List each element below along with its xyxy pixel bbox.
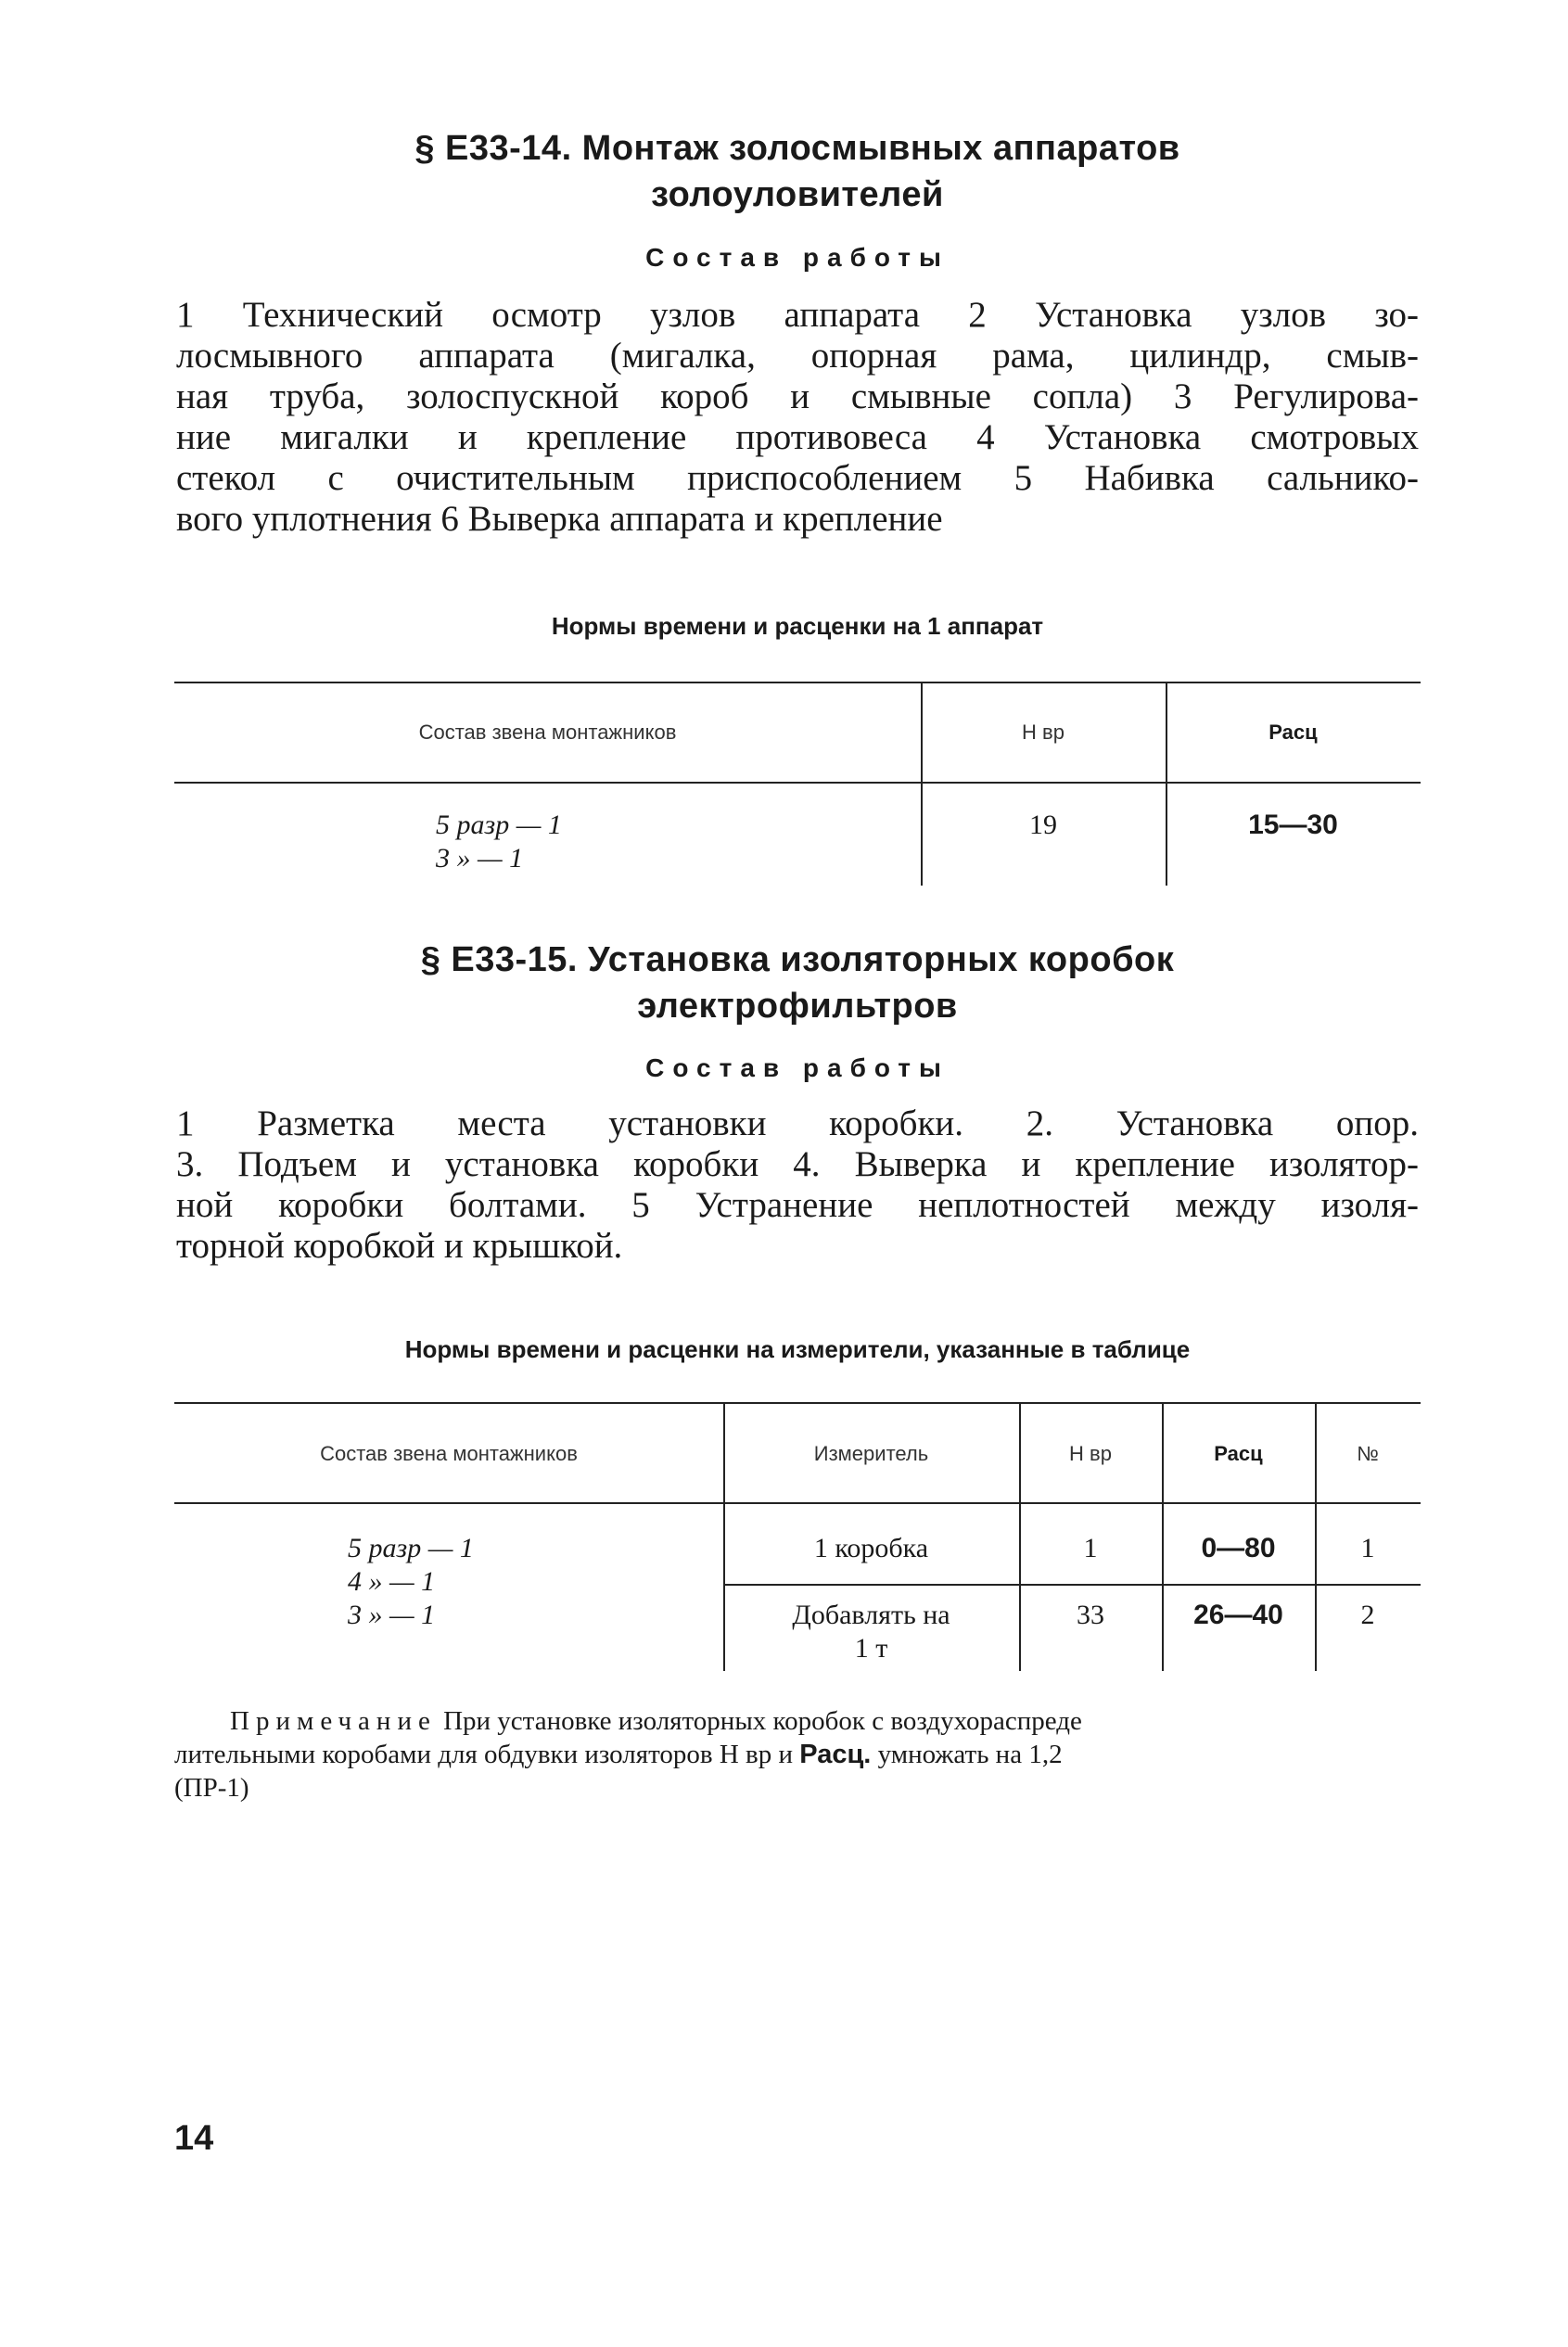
rate-value: 0—80	[1201, 1533, 1276, 1563]
note-text: умножать на 1,2	[877, 1740, 1063, 1769]
section-title	[176, 125, 1419, 218]
meter-value: Добавлять на	[792, 1600, 950, 1630]
row-number: 2	[1360, 1600, 1375, 1630]
section-title-line: § Е33-14. Монтаж золосмывных аппаратов	[414, 129, 1180, 168]
norm-value: 1	[1083, 1533, 1098, 1563]
column-header: Состав звена монтажников	[418, 721, 677, 744]
column-header: Расц	[1268, 721, 1318, 744]
column-header: Н вр	[1069, 1442, 1112, 1465]
row-number: 1	[1360, 1533, 1375, 1563]
table-rule	[174, 1502, 1421, 1504]
crew-line: 5 разр — 1	[348, 1533, 474, 1563]
column-header: Состав звена монтажников	[320, 1442, 578, 1465]
note-line: (ПР-1)	[174, 1773, 249, 1803]
section-title-line: § Е33-15. Установка изоляторных коробок	[420, 940, 1175, 979]
crew-line: 5 разр — 1	[436, 810, 562, 840]
column-header: Н вр	[1022, 721, 1064, 744]
norm-value: 33	[1077, 1600, 1104, 1630]
column-header: №	[1357, 1442, 1379, 1465]
table-divider	[921, 682, 923, 886]
text-line: 1 Разметка места установки коробки. 2. Установка опор.	[176, 1103, 1419, 1143]
section-subheading: Состав работы	[645, 1053, 950, 1082]
table-note-cont	[174, 1738, 1421, 1805]
text-line: лосмывного аппарата (мигалка, опорная рама, цилиндр, смыв-	[176, 336, 1419, 376]
crew-line: 3 » — 1	[436, 843, 524, 874]
table-divider	[1166, 682, 1167, 886]
note-label: Примечание	[230, 1706, 437, 1736]
work-description	[176, 1103, 1419, 1267]
text-line: ная труба, золоспускной короб и смывные сопла) 3 Регулирова-	[176, 376, 1419, 416]
text-line: стекол с очистительным приспособлением 5 Набивка сальнико-	[176, 458, 1419, 498]
section-title	[176, 937, 1419, 1029]
table-caption: Нормы времени и расценки на 1 аппарат	[551, 612, 1044, 640]
norm-value: 19	[1029, 810, 1057, 840]
work-description	[176, 295, 1419, 540]
text-line: 1 Технический осмотр узлов аппарата 2 Установка узлов зо-	[176, 295, 1419, 335]
text-line: ной коробки болтами. 5 Устранение неплотностей между изоля-	[176, 1185, 1419, 1225]
note-bold-text: Расц.	[799, 1740, 872, 1769]
table-rule	[174, 1402, 1421, 1404]
section-title-line: золоуловителей	[651, 175, 944, 214]
text-line: торной коробкой и крышкой.	[176, 1226, 623, 1266]
column-header: Расц	[1214, 1442, 1263, 1465]
section-title-line: электрофильтров	[637, 987, 958, 1026]
note-text: При установке изоляторных коробок с воздухораспреде	[443, 1706, 1082, 1736]
table-note	[230, 1704, 1419, 1738]
text-line: вого уплотнения 6 Выверка аппарата и крепление	[176, 499, 943, 539]
meter-value: 1 коробка	[813, 1533, 929, 1563]
column-header: Измеритель	[813, 1442, 929, 1465]
table-rule	[174, 682, 1421, 683]
note-text: лительными коробами для обдувки изоляторов Н вр и	[174, 1740, 793, 1769]
meter-value: 1 т	[854, 1633, 888, 1664]
table-rule	[174, 782, 1421, 784]
note-line	[230, 1704, 1419, 1738]
rate-value: 15—30	[1248, 810, 1338, 840]
table-caption: Нормы времени и расценки на измерители, указанные в таблице	[404, 1335, 1191, 1363]
text-line: 3. Подъем и установка коробки 4. Выверка и крепление изолятор-	[176, 1144, 1419, 1184]
page-number: 14	[174, 2119, 214, 2158]
rate-value: 26—40	[1193, 1600, 1283, 1630]
text-line: ние мигалки и крепление противовеса 4 Установка смотровых	[176, 417, 1419, 457]
section-subheading: Состав работы	[645, 243, 950, 272]
note-line	[174, 1738, 1421, 1771]
crew-line: 3 » — 1	[348, 1600, 436, 1630]
crew-line: 4 » — 1	[348, 1566, 436, 1597]
